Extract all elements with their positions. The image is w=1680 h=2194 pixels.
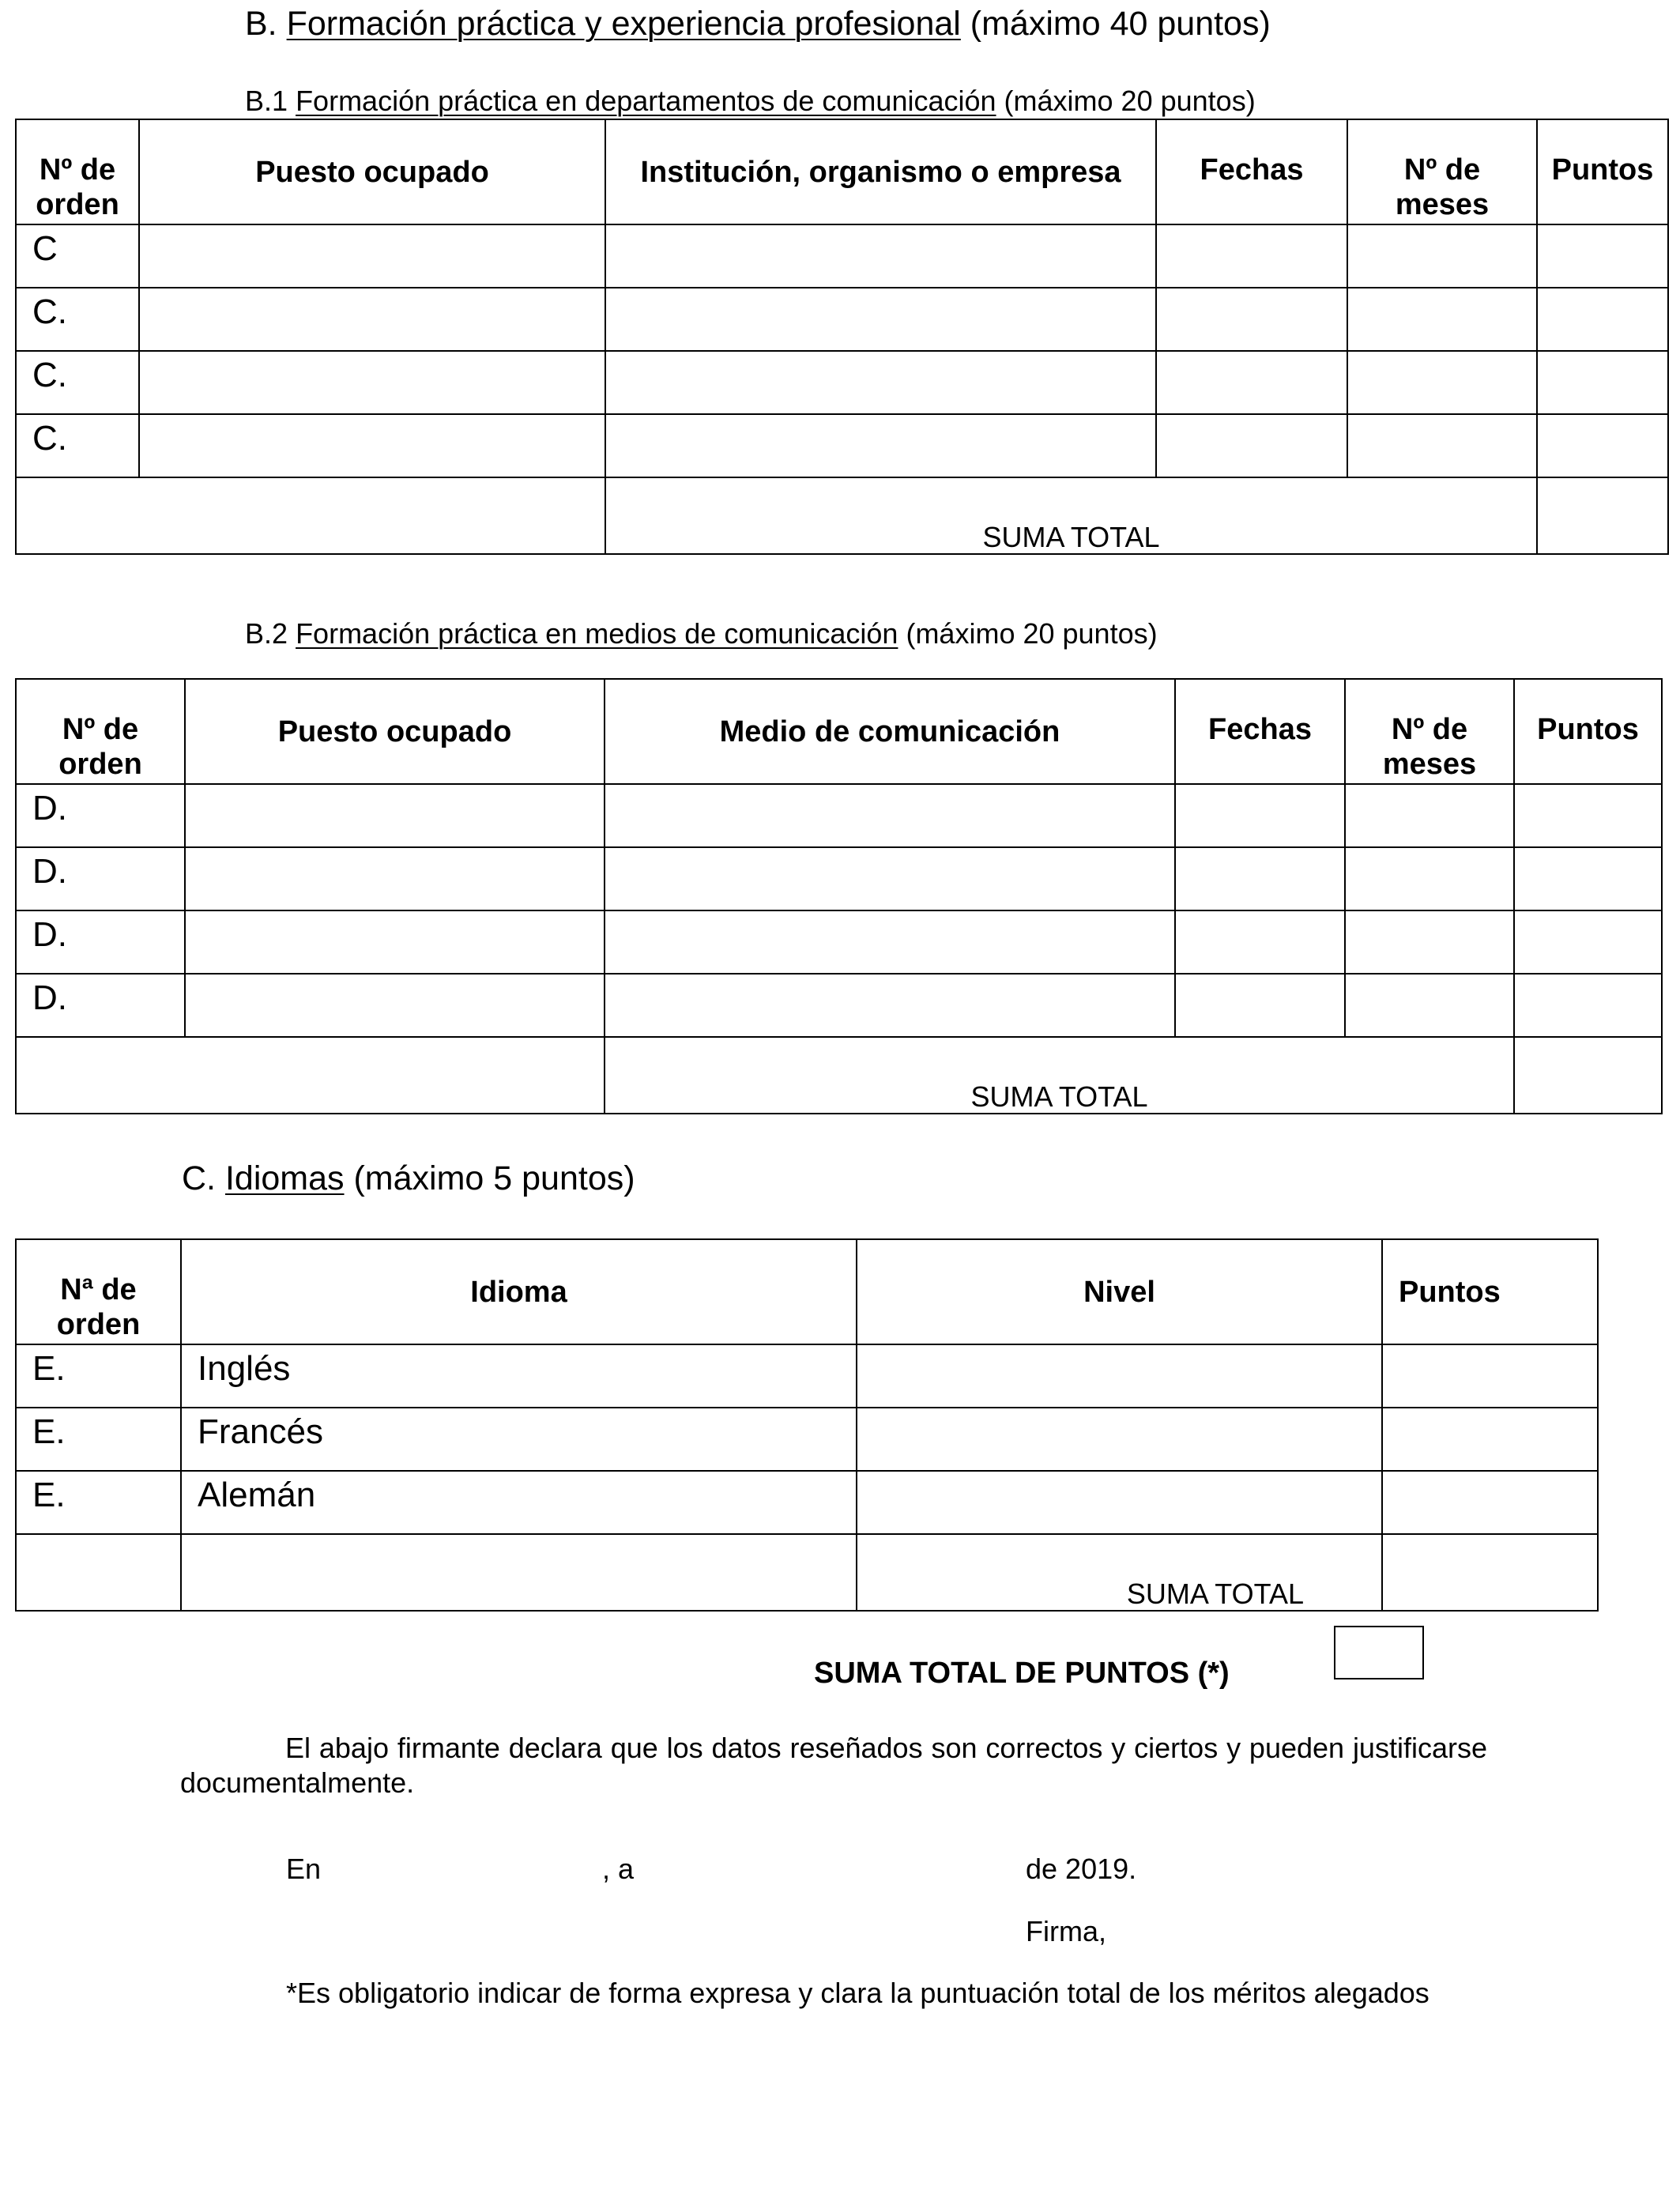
table-row xyxy=(16,351,1668,414)
b2-header-dates: Fechas xyxy=(1175,679,1345,784)
b2-row-order: D. xyxy=(16,974,185,1037)
b2-cell-points[interactable] xyxy=(1514,847,1662,910)
table-row xyxy=(16,1471,1598,1534)
lang-header-level: Nivel xyxy=(857,1239,1382,1344)
b1-cell-points[interactable] xyxy=(1537,351,1668,414)
b1-cell-dates[interactable] xyxy=(1156,351,1347,414)
b1-cell-points[interactable] xyxy=(1537,288,1668,351)
b2-max: (máximo 20 puntos) xyxy=(906,617,1158,650)
b2-sum-blank xyxy=(16,1037,605,1114)
place-input[interactable] xyxy=(332,1852,601,1887)
b2-sum-row xyxy=(16,1037,1662,1114)
b1-cell-institution[interactable] xyxy=(605,224,1156,288)
signature-label: Firma, xyxy=(1026,1915,1106,1947)
lang-sum-blank xyxy=(16,1534,181,1611)
b2-title: Formación práctica en medios de comunicación xyxy=(296,617,898,650)
b2-header-order: Nº de orden xyxy=(16,679,185,784)
table-row xyxy=(16,1408,1598,1471)
b1-header-position: Puesto ocupado xyxy=(139,119,605,224)
lang-row-order: E. xyxy=(16,1471,181,1534)
table-row xyxy=(16,784,1662,847)
b2-header-position: Puesto ocupado xyxy=(185,679,605,784)
b2-header-points: Puntos xyxy=(1514,679,1662,784)
b1-cell-months[interactable] xyxy=(1347,351,1537,414)
lang-row-order: E. xyxy=(16,1408,181,1471)
b2-cell-dates[interactable] xyxy=(1175,910,1345,974)
section-b-letter: B. xyxy=(245,5,277,43)
b1-max: (máximo 20 puntos) xyxy=(1004,85,1256,117)
b1-sum-blank xyxy=(16,477,605,554)
table-row xyxy=(16,847,1662,910)
table-row xyxy=(16,1344,1598,1408)
b2-cell-months[interactable] xyxy=(1345,910,1514,974)
section-b-max: (máximo 40 puntos) xyxy=(970,5,1271,43)
b1-cell-months[interactable] xyxy=(1347,414,1537,477)
b2-cell-months[interactable] xyxy=(1345,974,1514,1037)
b2-header-media: Medio de comunicación xyxy=(605,679,1175,784)
b1-row-order: C. xyxy=(16,414,139,477)
date-input[interactable] xyxy=(656,1852,1019,1887)
b2-cell-months[interactable] xyxy=(1345,784,1514,847)
b1-heading xyxy=(245,84,1256,119)
lang-cell-points[interactable] xyxy=(1382,1471,1598,1534)
lang-sum-label: SUMA TOTAL xyxy=(857,1534,1382,1611)
b1-num: B.1 xyxy=(245,85,288,117)
lang-sum-row xyxy=(16,1534,1598,1611)
b2-cell-position[interactable] xyxy=(185,974,605,1037)
b1-sum-points[interactable] xyxy=(1537,477,1668,554)
b1-title: Formación práctica en departamentos de comunicación xyxy=(296,85,996,117)
b1-cell-position[interactable] xyxy=(139,224,605,288)
b1-header-months: Nº de meses xyxy=(1347,119,1537,224)
b2-row-order: D. xyxy=(16,784,185,847)
table-row xyxy=(16,414,1668,477)
b2-table xyxy=(15,678,1663,1114)
b2-row-order: D. xyxy=(16,910,185,974)
b2-row-order: D. xyxy=(16,847,185,910)
b1-cell-position[interactable] xyxy=(139,288,605,351)
section-b-heading xyxy=(245,3,1271,44)
lang-header-points: Puntos xyxy=(1382,1239,1598,1344)
lang-cell-points[interactable] xyxy=(1382,1344,1598,1408)
b1-row-order: C. xyxy=(16,288,139,351)
lang-row-language: Alemán xyxy=(181,1471,857,1534)
b2-cell-months[interactable] xyxy=(1345,847,1514,910)
b2-num: B.2 xyxy=(245,617,288,650)
b2-cell-media[interactable] xyxy=(605,847,1175,910)
lang-row-language: Francés xyxy=(181,1408,857,1471)
place-prefix: En xyxy=(286,1853,322,1885)
b2-cell-media[interactable] xyxy=(605,784,1175,847)
b1-row-order: C xyxy=(16,224,139,288)
section-c-heading xyxy=(182,1158,635,1199)
b2-heading xyxy=(245,616,1158,651)
b2-cell-media[interactable] xyxy=(605,910,1175,974)
lang-row-language: Inglés xyxy=(181,1344,857,1408)
section-c-max: (máximo 5 puntos) xyxy=(353,1159,635,1197)
b1-sum-row xyxy=(16,477,1668,554)
table-row xyxy=(16,288,1668,351)
b1-header-order: Nº de orden xyxy=(16,119,139,224)
b1-row-order: C. xyxy=(16,351,139,414)
b1-cell-institution[interactable] xyxy=(605,288,1156,351)
b2-cell-points[interactable] xyxy=(1514,974,1662,1037)
b2-cell-dates[interactable] xyxy=(1175,974,1345,1037)
b1-cell-dates[interactable] xyxy=(1156,288,1347,351)
b1-cell-points[interactable] xyxy=(1537,224,1668,288)
table-row xyxy=(16,224,1668,288)
b1-cell-institution[interactable] xyxy=(605,414,1156,477)
declaration-text: El abajo firmante declara que los datos reseñados son correctos y ciertos y pueden justificarse documentalmente. xyxy=(180,1732,1487,1799)
lang-row-order: E. xyxy=(16,1344,181,1408)
b2-header-months: Nº de meses xyxy=(1345,679,1514,784)
b2-cell-position[interactable] xyxy=(185,910,605,974)
section-c-letter: C. xyxy=(182,1159,216,1197)
lang-header-language: Idioma xyxy=(181,1239,857,1344)
table-row xyxy=(16,974,1662,1037)
footnote: *Es obligatorio indicar de forma expresa y clara la puntuación total de los méritos alegados xyxy=(286,1977,1430,2009)
lang-sum-points[interactable] xyxy=(1382,1534,1598,1611)
table-row xyxy=(16,910,1662,974)
b2-cell-position[interactable] xyxy=(185,784,605,847)
b1-header-institution: Institución, organismo o empresa xyxy=(605,119,1156,224)
b1-cell-months[interactable] xyxy=(1347,224,1537,288)
grand-total-label: SUMA TOTAL DE PUNTOS (*) xyxy=(814,1657,1230,1690)
b2-cell-points[interactable] xyxy=(1514,910,1662,974)
b1-cell-institution[interactable] xyxy=(605,351,1156,414)
b1-cell-points[interactable] xyxy=(1537,414,1668,477)
section-b-title: Formación práctica y experiencia profesional xyxy=(286,5,961,43)
b1-cell-position[interactable] xyxy=(139,414,605,477)
b2-cell-dates[interactable] xyxy=(1175,784,1345,847)
b1-cell-dates[interactable] xyxy=(1156,414,1347,477)
b1-header-points: Puntos xyxy=(1537,119,1668,224)
b1-cell-dates[interactable] xyxy=(1156,224,1347,288)
b1-table xyxy=(15,119,1669,555)
year-text: de 2019. xyxy=(1026,1853,1137,1885)
b2-cell-points[interactable] xyxy=(1514,784,1662,847)
lang-cell-points[interactable] xyxy=(1382,1408,1598,1471)
b2-cell-media[interactable] xyxy=(605,974,1175,1037)
lang-cell-level[interactable] xyxy=(857,1408,1382,1471)
lang-cell-level[interactable] xyxy=(857,1344,1382,1408)
lang-cell-level[interactable] xyxy=(857,1471,1382,1534)
b2-sum-points[interactable] xyxy=(1514,1037,1662,1114)
date-separator: , a xyxy=(602,1853,635,1885)
b1-sum-label: SUMA TOTAL xyxy=(605,477,1537,554)
grand-total-box[interactable] xyxy=(1334,1626,1424,1679)
languages-table xyxy=(15,1238,1599,1612)
lang-header-order: Nª de orden xyxy=(16,1239,181,1344)
b1-cell-position[interactable] xyxy=(139,351,605,414)
b2-sum-label: SUMA TOTAL xyxy=(605,1037,1514,1114)
b2-cell-dates[interactable] xyxy=(1175,847,1345,910)
lang-sum-blank xyxy=(181,1534,857,1611)
b2-cell-position[interactable] xyxy=(185,847,605,910)
section-c-title: Idiomas xyxy=(224,1159,345,1197)
b1-header-dates: Fechas xyxy=(1156,119,1347,224)
b1-cell-months[interactable] xyxy=(1347,288,1537,351)
